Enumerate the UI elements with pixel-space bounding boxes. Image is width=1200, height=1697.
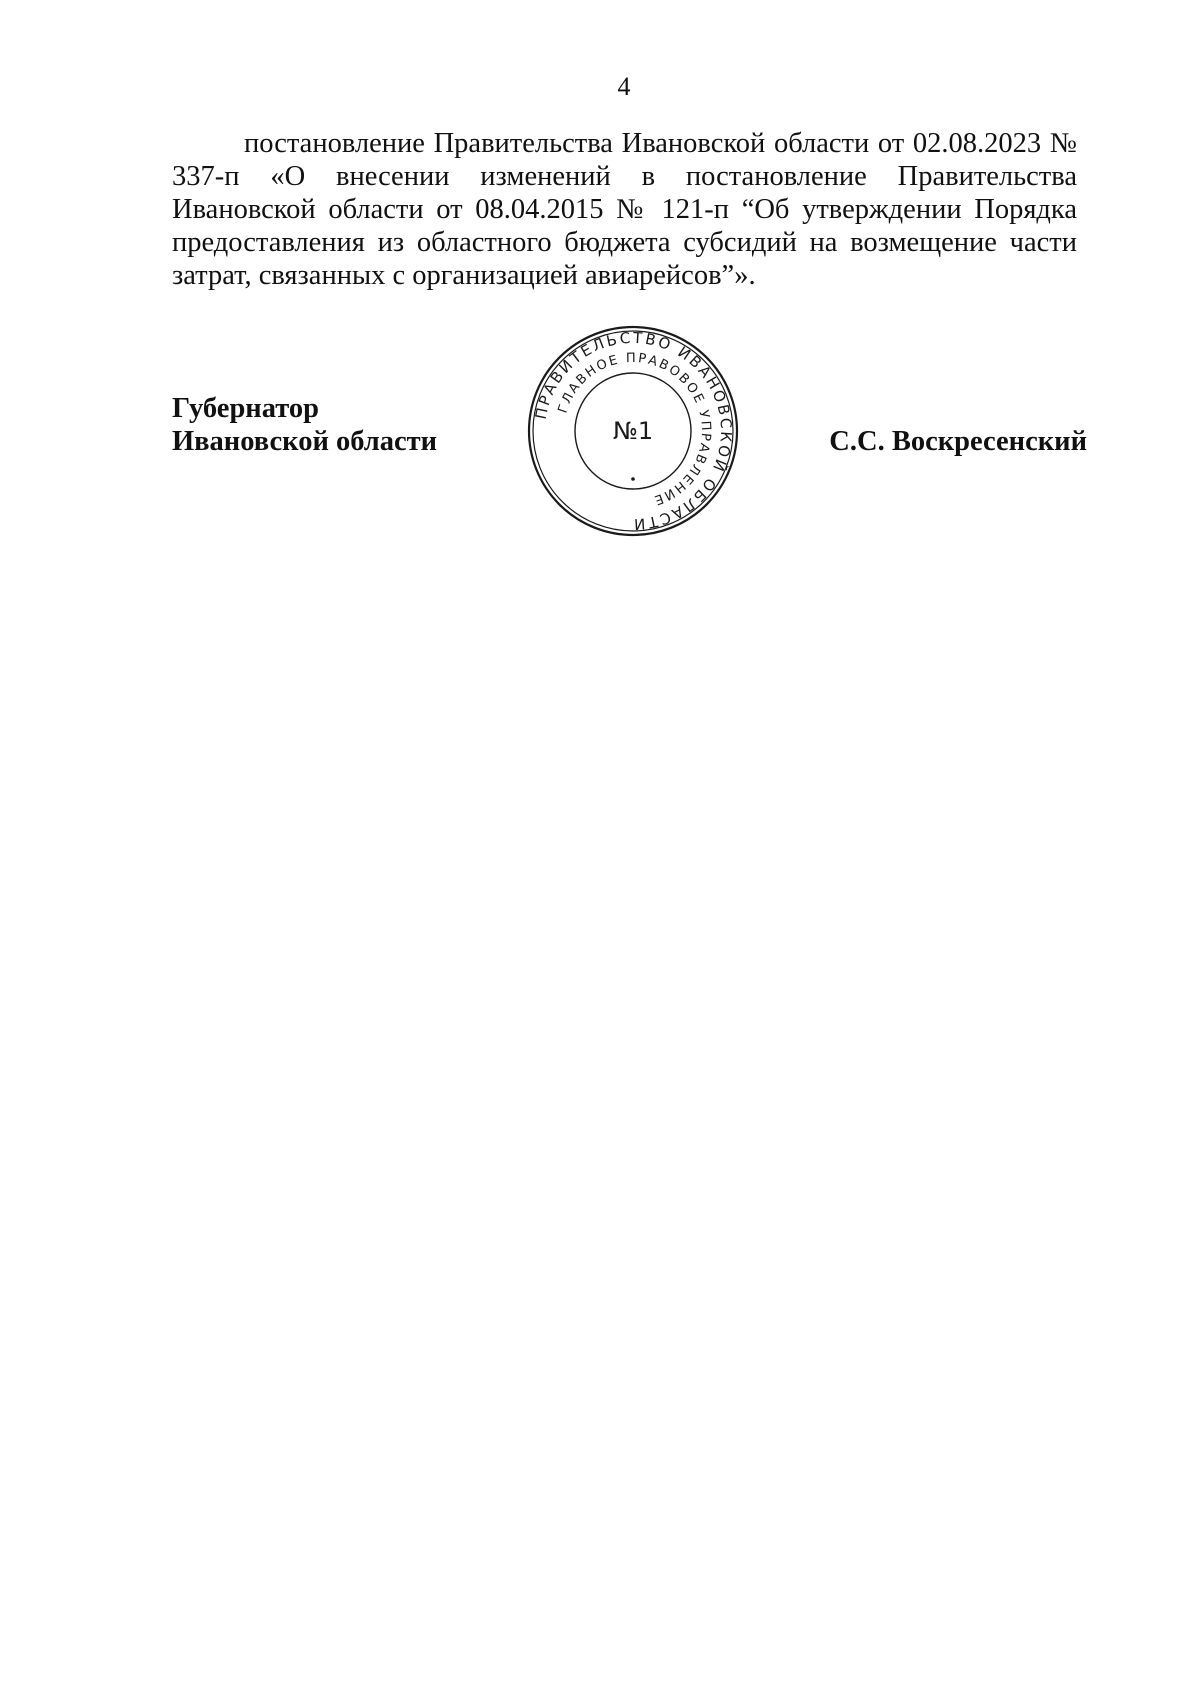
signatory-name: С.С. Воскресенский — [829, 426, 1087, 457]
signatory-position-line-1: Губернатор — [172, 393, 319, 424]
seal-center-dot — [631, 477, 635, 481]
official-seal-stamp — [527, 325, 739, 537]
seal-graphic — [527, 325, 739, 537]
seal-inner-text-path: ГЛАВНОЕ ПРАВОВОЕ УПРАВЛЕНИЕ — [555, 350, 714, 508]
body-paragraph: постановление Правительства Ивановской области от 02.08.2023 № 337-п «О внесении изменений в постановление Правительства Ивановской области от 08.04.2015 № 121-п “Об утверждении Порядка предоставления из областного бюджета субсидий на возмещение части затрат, связанных с организацией авиарейсов”». — [172, 128, 1077, 291]
page-number: 4 — [617, 72, 631, 101]
seal-center-number: №1 — [612, 417, 654, 445]
signatory-position-line-2: Ивановской области — [172, 426, 438, 457]
signatory-position — [172, 392, 437, 458]
seal-outer-text-path: ПРАВИТЕЛЬСТВО ИВАНОВСКОЙ ОБЛАСТИ — [531, 328, 736, 534]
